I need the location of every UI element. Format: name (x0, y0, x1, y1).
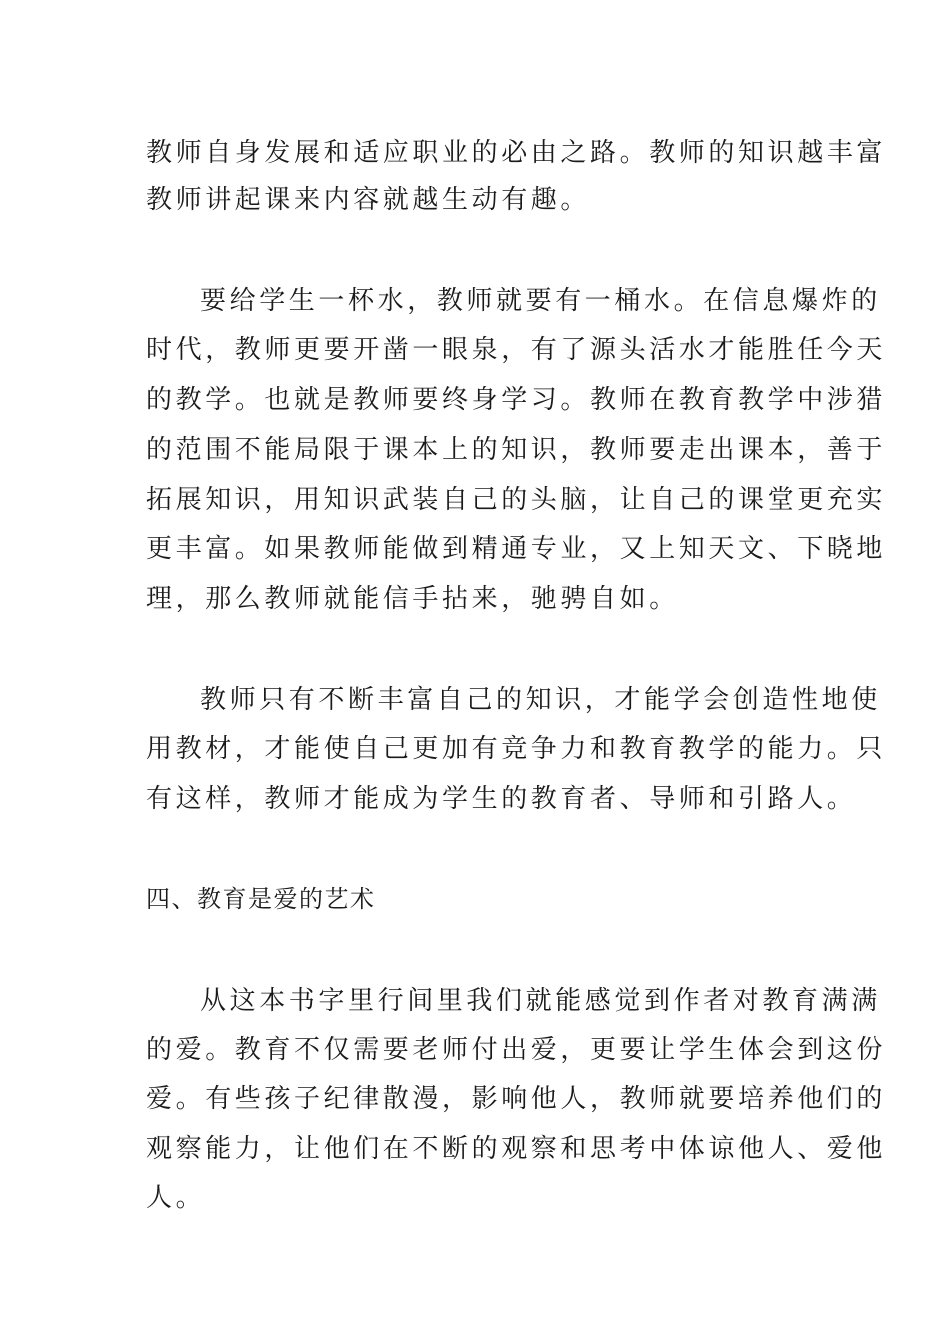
paragraph-line: 人。 (146, 1183, 206, 1213)
paragraph-line: 拓展知识，用知识武装自己的头脑，让自己的课堂更充实 (146, 485, 887, 515)
paragraph-line: 的范围不能局限于课本上的知识，教师要走出课本，善于 (146, 435, 887, 465)
paragraph-line: 教师自身发展和适应职业的必由之路。教师的知识越丰富 (146, 138, 887, 168)
paragraph-line: 时代，教师更要开凿一眼泉，有了源头活水才能胜任今天 (146, 335, 887, 365)
paragraph-line: 用教材，才能使自己更加有竞争力和教育教学的能力。只 (146, 734, 887, 764)
paragraph-line: 的教学。也就是教师要终身学习。教师在教育教学中涉猎 (146, 385, 887, 415)
paragraph-line: 有这样，教师才能成为学生的教育者、导师和引路人。 (146, 784, 857, 814)
paragraph-line: 爱。有些孩子纪律散漫，影响他人，教师就要培养他们的 (146, 1084, 887, 1114)
paragraph-line: 从这本书字里行间里我们就能感觉到作者对教育满满 (200, 986, 881, 1016)
paragraph-line: 更丰富。如果教师能做到精通专业，又上知天文、下晓地 (146, 534, 887, 564)
section-heading: 四、教育是爱的艺术 (146, 885, 376, 913)
paragraph-line: 的爱。教育不仅需要老师付出爱，更要让学生体会到这份 (146, 1035, 887, 1065)
paragraph-line: 教师只有不断丰富自己的知识，才能学会创造性地使 (200, 685, 881, 715)
paragraph-line: 要给学生一杯水，教师就要有一桶水。在信息爆炸的 (200, 286, 881, 316)
paragraph-line: 教师讲起课来内容就越生动有趣。 (146, 185, 591, 215)
paragraph-line: 理，那么教师就能信手拈来，驰骋自如。 (146, 584, 679, 614)
paragraph-line: 观察能力，让他们在不断的观察和思考中体谅他人、爱他 (146, 1134, 887, 1164)
